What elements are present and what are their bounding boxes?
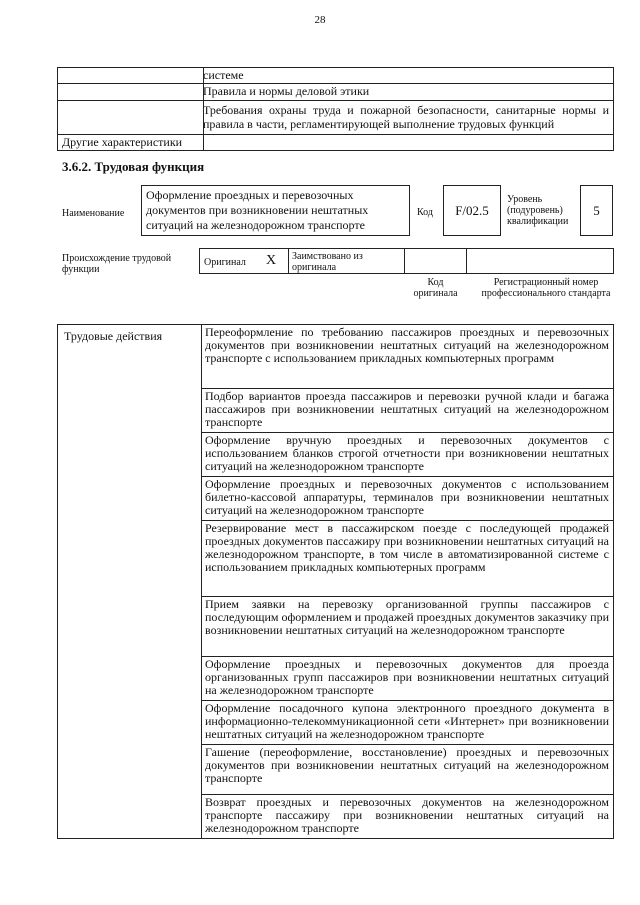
- table-cell-left: [58, 84, 204, 100]
- page-number: 28: [314, 14, 326, 26]
- original-label: Оригинал: [204, 257, 246, 268]
- labor-actions-label: Трудовые действия: [64, 329, 163, 343]
- list-item: Оформление посадочного купона электронного проездного документа в информационно-телекоммуникационной сети «Интернет» при возникновении нештатных ситуаций на железнодорожном транспорте: [201, 701, 613, 745]
- code-label: Код: [417, 207, 433, 218]
- function-name-box: Оформление проездных и перевозочных документов при возникновении нештатных ситуаций на железнодорожном транспорте: [141, 185, 410, 236]
- continuation-table: [57, 67, 614, 151]
- other-characteristics-label: Другие характеристики: [58, 135, 204, 150]
- table-cell-left: [58, 101, 204, 134]
- table-cell-right: Правила и нормы деловой этики: [203, 84, 370, 98]
- table-cell-left: [58, 68, 204, 83]
- labor-actions-table: [57, 324, 614, 839]
- borrowed-label: Заимствовано из оригинала: [292, 251, 363, 273]
- list-item: Резервирование мест в пассажирском поезде с последующей продажей проездных документов пассажиру при возникновении нештатных ситуаций на железнодорожном транспорте, в том числе в автоматизированной системе с использованием прикладных компьютерных программ: [201, 521, 613, 597]
- labor-actions-list: [201, 325, 613, 838]
- list-item: Оформление проездных и перевозочных документов для проезда организованных групп пассажиров при возникновении нештатных ситуаций на железнодорожном транспорте: [201, 657, 613, 701]
- list-item: Оформление проездных и перевозочных документов с использованием билетно-кассовой аппаратуры, терминалов при возникновении нештатных ситуаций на железнодорожном транспорте: [201, 477, 613, 521]
- table-cell-right: Требования охраны труда и пожарной безопасности, санитарные нормы и правила в части, регламентирующей выполнение трудовых функций: [203, 103, 609, 131]
- code-original-label: Код оригинала: [413, 277, 458, 299]
- list-item: Оформление вручную проездных и перевозочных документов с использованием бланков строгой отчетности при возникновении нештатных ситуаций на железнодорожном транспорте: [201, 433, 613, 477]
- table-row: [57, 83, 614, 100]
- reg-number-label: Регистрационный номер профессионального стандарта: [481, 277, 611, 299]
- origin-grid: [199, 248, 614, 274]
- table-cell-right: системе: [203, 68, 244, 82]
- code-value: F/02.5: [443, 185, 501, 236]
- list-item: Подбор вариантов проезда пассажиров и перевозки ручной клади и багажа пассажиров при возникновении нештатных ситуаций на железнодорожном транспорте: [201, 389, 613, 433]
- table-row: [57, 100, 614, 134]
- list-item: Прием заявки на перевозку организованной группы пассажиров с последующим оформлением и продажей проездных документов заказчику при возникновении нештатных ситуаций на железнодорожном транспорте: [201, 597, 613, 657]
- table-row: [57, 134, 614, 151]
- list-item: Переоформление по требованию пассажиров проездных и перевозочных документов при возникновении нештатных ситуаций на железнодорожном транспорте с использованием прикладных компьютерных программ: [201, 325, 613, 389]
- section-title: 3.6.2. Трудовая функция: [62, 159, 205, 174]
- level-value: 5: [580, 185, 613, 236]
- list-item: Возврат проездных и перевозочных документов на железнодорожном транспорте пассажиру при возникновении нештатных ситуаций на железнодорожном транспорте: [205, 795, 609, 835]
- name-label: Наименование: [62, 208, 125, 219]
- level-label: Уровень (подуровень) квалификации: [507, 194, 569, 227]
- list-item: Гашение (переоформление, восстановление) проездных и перевозочных документов при возникновении нештатных ситуаций на железнодорожном транспорте: [201, 745, 613, 795]
- origin-label: Происхождение трудовой функции: [62, 253, 172, 275]
- original-mark: X: [266, 253, 277, 268]
- table-row: [57, 67, 614, 83]
